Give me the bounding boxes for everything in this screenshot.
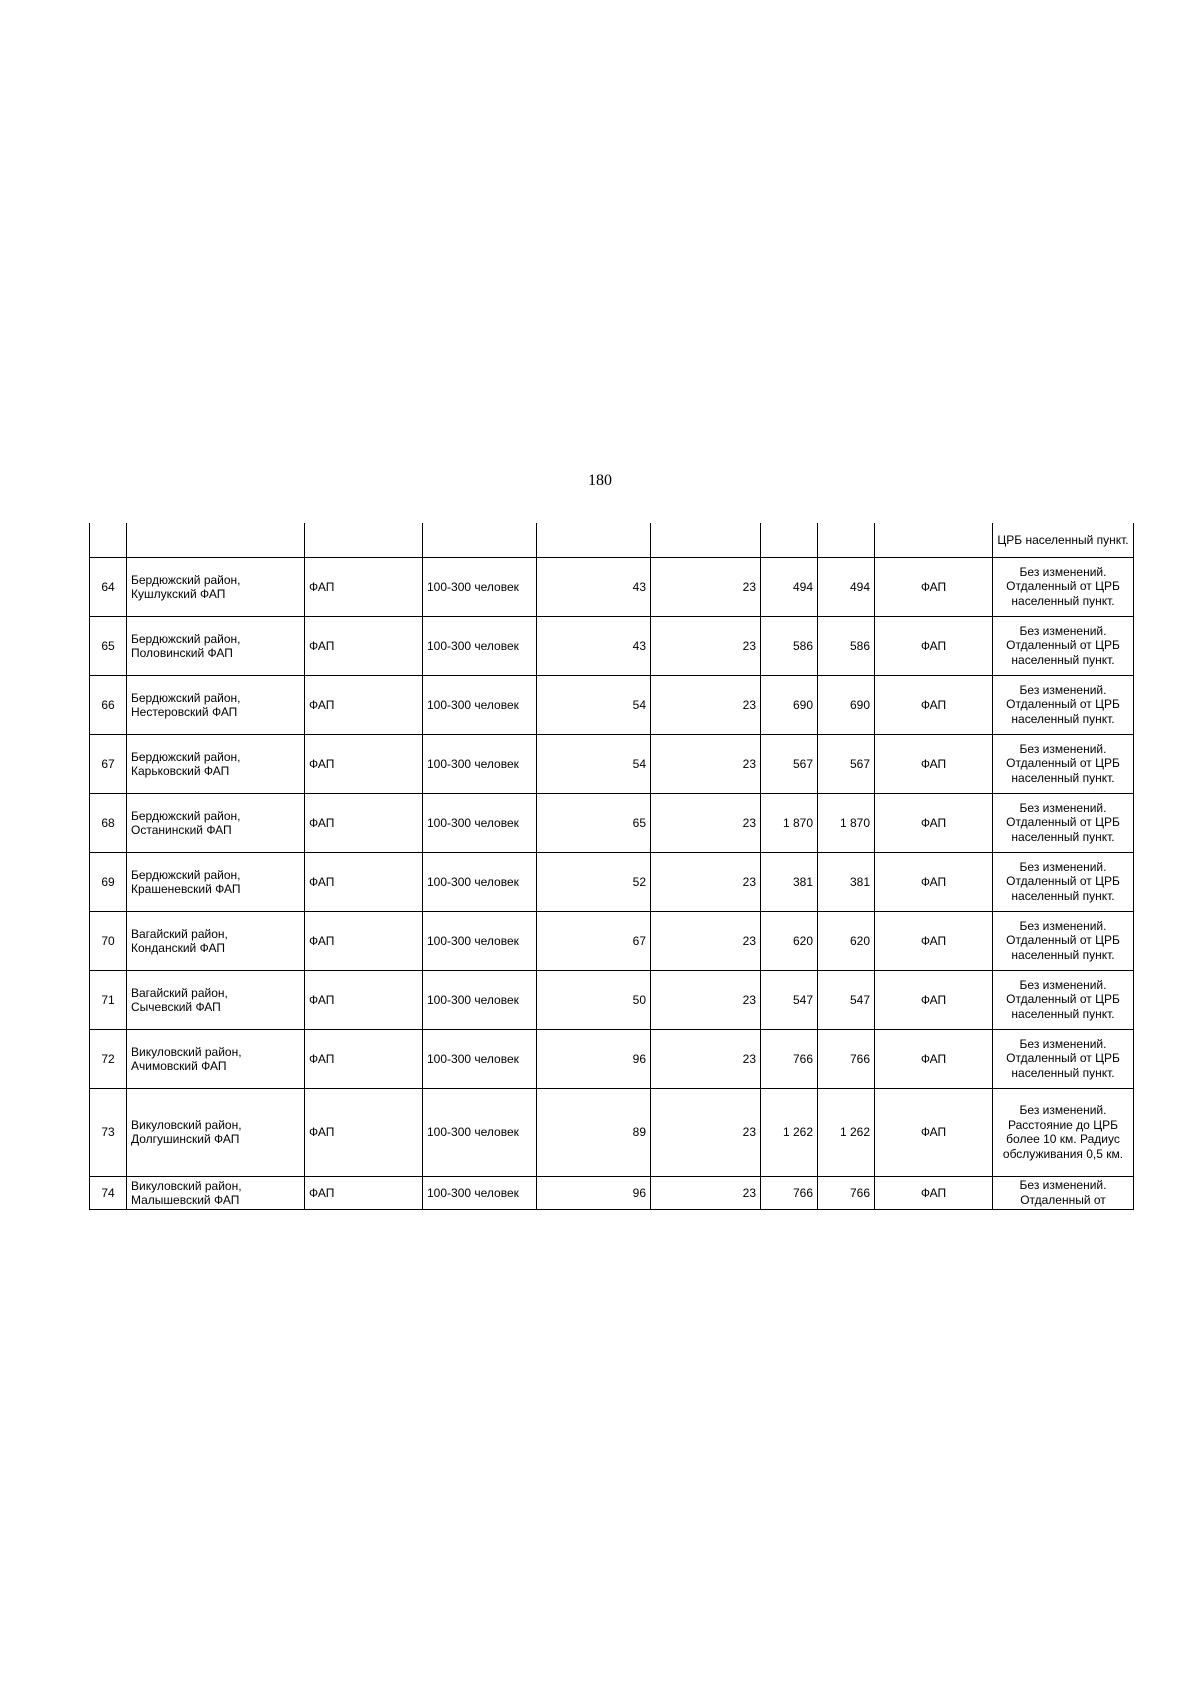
fap-name: Половинский ФАП [131, 645, 233, 660]
table-row [90, 1088, 1134, 1176]
cell-val2: 23 [651, 1176, 761, 1209]
cell-new-type: ФАП [875, 911, 993, 970]
cell-val2: 23 [651, 970, 761, 1029]
cell-type: ФАП [305, 616, 423, 675]
cell-new-type: ФАП [875, 557, 993, 616]
table-body [90, 523, 1134, 1209]
table-row [90, 616, 1134, 675]
page-number: 180 [588, 472, 612, 489]
cell-new-type: ФАП [875, 734, 993, 793]
cell-val2: 23 [651, 734, 761, 793]
cell-val4: 381 [818, 852, 875, 911]
cell-note: Без изменений. Расстояние до ЦРБ более 10 км. Радиус обслуживания 0,5 км. [993, 1088, 1134, 1176]
cell-type: ФАП [305, 911, 423, 970]
cell-population: 100-300 человек [423, 970, 537, 1029]
table-row [90, 911, 1134, 970]
cell-val3: 547 [761, 970, 818, 1029]
cell-val3: 1 870 [761, 793, 818, 852]
cell-val1: 96 [537, 1176, 651, 1209]
cell-val4: 766 [818, 1029, 875, 1088]
cell-val3: 494 [761, 557, 818, 616]
cell-population [423, 523, 537, 557]
fap-name: Конданский ФАП [131, 940, 225, 955]
district-name: Вагайский район, [131, 985, 228, 1000]
fap-name: Крашеневский ФАП [131, 881, 241, 896]
cell-val3: 620 [761, 911, 818, 970]
cell-note: Без изменений. Отдаленный от ЦРБ населенный пункт. [993, 675, 1134, 734]
cell-val2: 23 [651, 1029, 761, 1088]
cell-name [127, 1176, 305, 1209]
cell-name [127, 793, 305, 852]
cell-new-type: ФАП [875, 616, 993, 675]
district-name: Бердюжский район, [131, 631, 241, 646]
district-name: Викуловский район, [131, 1044, 242, 1059]
table-row [90, 675, 1134, 734]
cell-population: 100-300 человек [423, 1029, 537, 1088]
district-name: Бердюжский район, [131, 690, 241, 705]
cell-num: 74 [90, 1176, 127, 1209]
cell-val1: 67 [537, 911, 651, 970]
cell-name [127, 616, 305, 675]
table-row [90, 1176, 1134, 1209]
cell-name [127, 911, 305, 970]
cell-note: Без изменений. Отдаленный от ЦРБ населенный пункт. [993, 970, 1134, 1029]
cell-val1 [537, 523, 651, 557]
district-name: Викуловский район, [131, 1118, 242, 1132]
cell-name [127, 734, 305, 793]
cell-val4: 1 870 [818, 793, 875, 852]
cell-new-type: ФАП [875, 1176, 993, 1209]
cell-num: 68 [90, 793, 127, 852]
district-name: Бердюжский район, [131, 867, 241, 882]
cell-type: ФАП [305, 852, 423, 911]
cell-name [127, 1088, 305, 1176]
cell-population: 100-300 человек [423, 616, 537, 675]
fap-name: Долгушинский ФАП [131, 1132, 240, 1146]
fap-table [89, 523, 1134, 1210]
cell-population: 100-300 человек [423, 793, 537, 852]
cell-population: 100-300 человек [423, 1176, 537, 1209]
cell-val2 [651, 523, 761, 557]
cell-val4: 586 [818, 616, 875, 675]
cell-note: Без изменений. Отдаленный от ЦРБ населенный пункт. [993, 911, 1134, 970]
cell-val1: 65 [537, 793, 651, 852]
cell-type: ФАП [305, 793, 423, 852]
cell-type: ФАП [305, 1176, 423, 1209]
cell-num: 65 [90, 616, 127, 675]
fap-name: Малышевский ФАП [131, 1192, 240, 1207]
cell-val4: 690 [818, 675, 875, 734]
cell-val1: 52 [537, 852, 651, 911]
table-row [90, 734, 1134, 793]
cell-val3: 586 [761, 616, 818, 675]
cell-num [90, 523, 127, 557]
cell-val4: 620 [818, 911, 875, 970]
cell-name [127, 852, 305, 911]
cell-population: 100-300 человек [423, 911, 537, 970]
table-row [90, 852, 1134, 911]
table-row [90, 1029, 1134, 1088]
cell-note: Без изменений. Отдаленный от ЦРБ населенный пункт. [993, 1029, 1134, 1088]
cell-val3: 381 [761, 852, 818, 911]
cell-val4: 494 [818, 557, 875, 616]
cell-val1: 54 [537, 734, 651, 793]
cell-population: 100-300 человек [423, 675, 537, 734]
cell-val4: 547 [818, 970, 875, 1029]
cell-name [127, 1029, 305, 1088]
cell-new-type: ФАП [875, 793, 993, 852]
fap-name: Ачимовский ФАП [131, 1058, 227, 1073]
cell-new-type: ФАП [875, 675, 993, 734]
cell-val4 [818, 523, 875, 557]
cell-note: Без изменений. Отдаленный от ЦРБ населенный пункт. [993, 616, 1134, 675]
cell-val1: 50 [537, 970, 651, 1029]
cell-type: ФАП [305, 1029, 423, 1088]
cell-val3: 567 [761, 734, 818, 793]
cell-type [305, 523, 423, 557]
cell-val2: 23 [651, 1088, 761, 1176]
cell-num: 71 [90, 970, 127, 1029]
cell-population: 100-300 человек [423, 1088, 537, 1176]
cell-val3 [761, 523, 818, 557]
cell-note: ЦРБ населенный пункт. [993, 523, 1134, 557]
cell-val1: 43 [537, 557, 651, 616]
cell-name [127, 523, 305, 557]
cell-note: Без изменений. Отдаленный от ЦРБ населенный пункт. [993, 734, 1134, 793]
table-row [90, 557, 1134, 616]
cell-val3: 766 [761, 1029, 818, 1088]
district-name: Бердюжский район, [131, 808, 241, 823]
cell-name [127, 675, 305, 734]
cell-new-type [875, 523, 993, 557]
cell-val4: 766 [818, 1176, 875, 1209]
cell-val2: 23 [651, 616, 761, 675]
cell-val2: 23 [651, 852, 761, 911]
district-name: Викуловский район, [131, 1178, 242, 1193]
table-row [90, 970, 1134, 1029]
cell-type: ФАП [305, 970, 423, 1029]
cell-val1: 54 [537, 675, 651, 734]
cell-new-type: ФАП [875, 1029, 993, 1088]
cell-val1: 43 [537, 616, 651, 675]
cell-note: Без изменений. Отдаленный от [993, 1176, 1134, 1209]
cell-num: 73 [90, 1088, 127, 1176]
cell-val2: 23 [651, 675, 761, 734]
cell-num: 67 [90, 734, 127, 793]
fap-name: Нестеровский ФАП [131, 704, 238, 719]
cell-val2: 23 [651, 793, 761, 852]
fap-name: Кушлукский ФАП [131, 586, 226, 601]
table-row [90, 793, 1134, 852]
district-name: Бердюжский район, [131, 572, 241, 587]
cell-num: 70 [90, 911, 127, 970]
cell-num: 66 [90, 675, 127, 734]
cell-new-type: ФАП [875, 970, 993, 1029]
cell-note: Без изменений. Отдаленный от ЦРБ населенный пункт. [993, 793, 1134, 852]
cell-note: Без изменений. Отдаленный от ЦРБ населенный пункт. [993, 557, 1134, 616]
fap-name: Останинский ФАП [131, 822, 232, 837]
cell-new-type: ФАП [875, 852, 993, 911]
district-name: Вагайский район, [131, 926, 228, 941]
fap-name: Карьковский ФАП [131, 763, 230, 778]
cell-val4: 567 [818, 734, 875, 793]
cell-val4: 1 262 [818, 1088, 875, 1176]
fap-name: Сычевский ФАП [131, 999, 221, 1014]
cell-type: ФАП [305, 734, 423, 793]
district-name: Бердюжский район, [131, 749, 241, 764]
cell-val2: 23 [651, 557, 761, 616]
cell-population: 100-300 человек [423, 557, 537, 616]
cell-new-type: ФАП [875, 1088, 993, 1176]
cell-val1: 89 [537, 1088, 651, 1176]
cell-name [127, 557, 305, 616]
cell-val1: 96 [537, 1029, 651, 1088]
cell-type: ФАП [305, 1088, 423, 1176]
cell-population: 100-300 человек [423, 852, 537, 911]
cell-val2: 23 [651, 911, 761, 970]
continuation-row [90, 523, 1134, 557]
cell-val3: 1 262 [761, 1088, 818, 1176]
cell-val3: 690 [761, 675, 818, 734]
cell-note: Без изменений. Отдаленный от ЦРБ населенный пункт. [993, 852, 1134, 911]
cell-val3: 766 [761, 1176, 818, 1209]
cell-num: 72 [90, 1029, 127, 1088]
cell-num: 64 [90, 557, 127, 616]
cell-population: 100-300 человек [423, 734, 537, 793]
cell-num: 69 [90, 852, 127, 911]
cell-type: ФАП [305, 675, 423, 734]
cell-type: ФАП [305, 557, 423, 616]
cell-name [127, 970, 305, 1029]
